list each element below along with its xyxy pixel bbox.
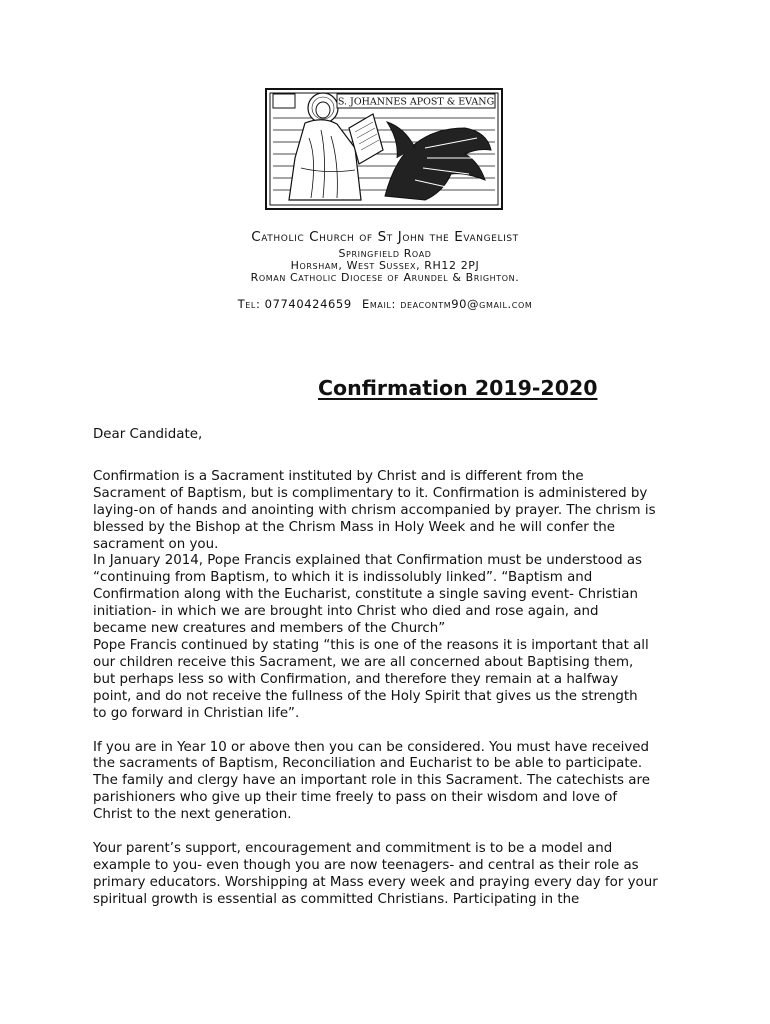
st-john-evangelist-emblem <box>265 88 503 210</box>
letterhead <box>0 230 770 311</box>
text-line: “continuing from Baptism, to which it is indissolubly linked”. “Baptism and <box>93 570 593 586</box>
email: Email: deacontm90@gmail.com <box>362 297 533 312</box>
paragraph-2 <box>93 740 683 825</box>
text-line: sacrament on you. <box>93 536 219 552</box>
text-line: initiation- in which we are brought into Christ who died and rose again, and <box>93 604 599 620</box>
church-name: Catholic Church of St John the Evangelist <box>251 229 519 245</box>
church-street: Springfield Road <box>338 246 432 260</box>
text-line: parishioners who give up their time freely to pass on their wisdom and love of <box>93 790 618 806</box>
document-title: Confirmation 2019-2020 <box>318 376 598 400</box>
letter-body <box>93 427 683 909</box>
text-line: Confirmation along with the Eucharist, constitute a single saving event- Christian <box>93 587 638 603</box>
text-line: the sacraments of Baptism, Reconciliation and Eucharist to be able to participate. <box>93 756 643 772</box>
text-line: If you are in Year 10 or above then you can be considered. You must have received <box>93 739 650 755</box>
text-line: became new creatures and members of the Church” <box>93 621 446 637</box>
text-line: spiritual growth is essential as committed Christians. Participating in the <box>93 891 580 907</box>
text-line: but perhaps less so with Confirmation, and therefore they remain at a halfway <box>93 671 619 687</box>
text-line: blessed by the Bishop at the Chrism Mass in Holy Week and he will confer the <box>93 519 615 535</box>
church-town: Horsham, West Sussex, RH12 2PJ <box>290 258 480 272</box>
text-line: Your parent’s support, encouragement and commitment is to be a model and <box>93 841 613 857</box>
text-line: example to you- even though you are now teenagers- and central as their role as <box>93 857 639 873</box>
text-line: laying-on of hands and anointing with chrism accompanied by prayer. The chrism is <box>93 502 656 518</box>
text-line: to go forward in Christian life”. <box>93 705 300 721</box>
contact-line <box>0 298 770 311</box>
telephone: Tel: 07740424659 <box>237 297 352 312</box>
text-line: Pope Francis continued by stating “this is one of the reasons it is important that all <box>93 637 649 653</box>
text-line: our children receive this Sacrament, we are all concerned about Baptising them, <box>93 654 634 670</box>
text-line: Christ to the next generation. <box>93 807 292 823</box>
paragraph-3 <box>93 841 683 909</box>
text-line: Confirmation is a Sacrament instituted by Christ and is different from the <box>93 468 584 484</box>
text-line: primary educators. Worshipping at Mass every week and praying every day for your <box>93 874 658 890</box>
text-line: Sacrament of Baptism, but is complimentary to it. Confirmation is administered by <box>93 485 648 501</box>
text-line: point, and do not receive the fullness of the Holy Spirit that gives us the strength <box>93 688 638 704</box>
emblem-caption: S. JOHANNES APOST & EVANG <box>337 96 495 108</box>
church-diocese: Roman Catholic Diocese of Arundel & Brighton. <box>250 271 520 285</box>
text-line: The family and clergy have an important role in this Sacrament. The catechists are <box>93 773 650 789</box>
text-line: In January 2014, Pope Francis explained that Confirmation must be understood as <box>93 553 643 569</box>
paragraph-1 <box>93 469 683 723</box>
salutation: Dear Candidate, <box>93 427 203 442</box>
